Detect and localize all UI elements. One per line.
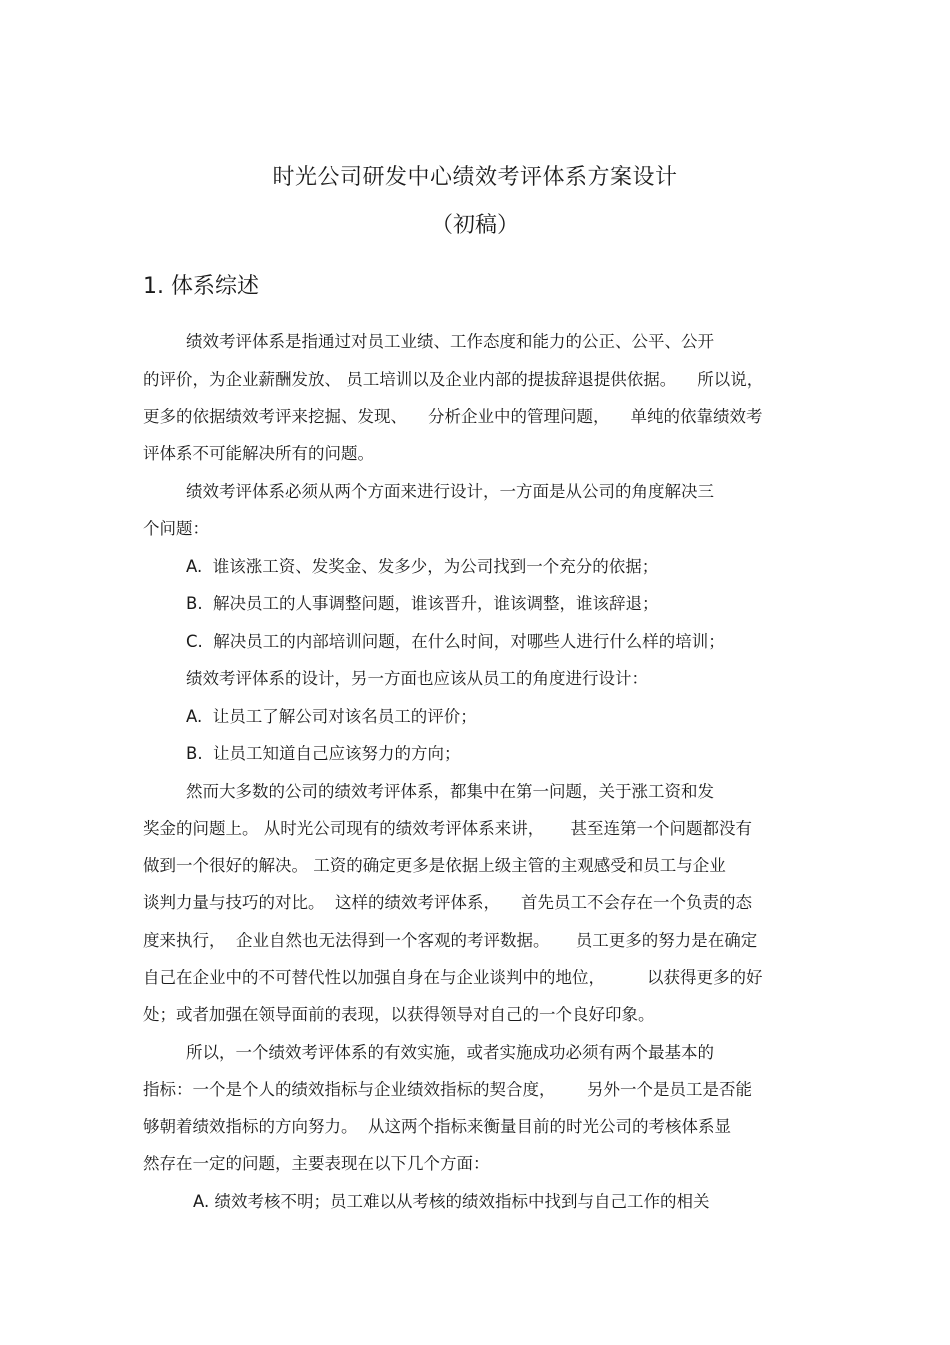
paragraph-line: 然存在一定的问题，主要表现在以下几个方面： xyxy=(143,1154,490,1173)
paragraph-line: 够朝着绩效指标的方向努力。 从这两个指标来衡量目前的时光公司的考核体系显 xyxy=(143,1117,731,1136)
paragraph-line: 更多的依据绩效考评来挖掘、发现、 分析企业中的管理问题， 单纯的依靠绩效考 xyxy=(143,407,763,426)
paragraph-line: 奖金的问题上。 从时光公司现有的绩效考评体系来讲， 甚至连第一个问题都没有 xyxy=(143,819,752,838)
paragraph-line: 度来执行， 企业自然也无法得到一个客观的考评数据。 员工更多的努力是在确定 xyxy=(143,931,758,950)
paragraph-line: 的评价，为企业薪酬发放、 员工培训以及企业内部的提拔辞退提供依据。 所以说， xyxy=(143,370,764,389)
list-item: A. 谁该涨工资、发奖金、发多少，为公司找到一个充分的依据； xyxy=(186,557,659,576)
document-title: 时光公司研发中心绩效考评体系方案设计 xyxy=(272,165,678,190)
paragraph-line: 然而大多数的公司的绩效考评体系，都集中在第一问题，关于涨工资和发 xyxy=(186,782,714,801)
paragraph-line: 做到一个很好的解决。 工资的确定更多是依据上级主管的主观感受和员工与企业 xyxy=(143,856,726,875)
paragraph-line: 自己在企业中的不可替代性以加强自身在与企业谈判中的地位， 以获得更多的好 xyxy=(143,968,763,987)
section-heading: 1. 体系综述 xyxy=(143,274,259,299)
paragraph-line: 评体系不可能解决所有的问题。 xyxy=(143,444,374,463)
document-subtitle: （初稿） xyxy=(430,213,519,238)
paragraph-line: 所以，一个绩效考评体系的有效实施，或者实施成功必须有两个最基本的 xyxy=(186,1043,714,1062)
list-item: B. 解决员工的人事调整问题，谁该晋升，谁该调整，谁该辞退； xyxy=(186,594,659,613)
paragraph-line: 绩效考评体系是指通过对员工业绩、工作态度和能力的公正、公平、公开 xyxy=(186,332,714,351)
list-item: C. 解决员工的内部培训问题，在什么时间，对哪些人进行什么样的培训； xyxy=(186,632,725,651)
paragraph-line: 绩效考评体系必须从两个方面来进行设计，一方面是从公司的角度解决三 xyxy=(186,482,714,501)
list-item: A. 让员工了解公司对该名员工的评价； xyxy=(186,707,477,726)
paragraph-line: 绩效考评体系的设计，另一方面也应该从员工的角度进行设计： xyxy=(186,669,648,688)
list-item: B. 让员工知道自己应该努力的方向； xyxy=(186,744,461,763)
paragraph-line: 处；或者加强在领导面前的表现，以获得领导对自己的一个良好印象。 xyxy=(143,1005,655,1024)
paragraph-line: 指标：一个是个人的绩效指标与企业绩效指标的契合度， 另外一个是员工是否能 xyxy=(143,1080,752,1099)
list-item: A. 绩效考核不明；员工难以从考核的绩效指标中找到与自己工作的相关 xyxy=(193,1192,710,1211)
paragraph-line: 个问题： xyxy=(143,519,209,538)
paragraph-line: 谈判力量与技巧的对比。 这样的绩效考评体系， 首先员工不会存在一个负责的态 xyxy=(143,893,752,912)
